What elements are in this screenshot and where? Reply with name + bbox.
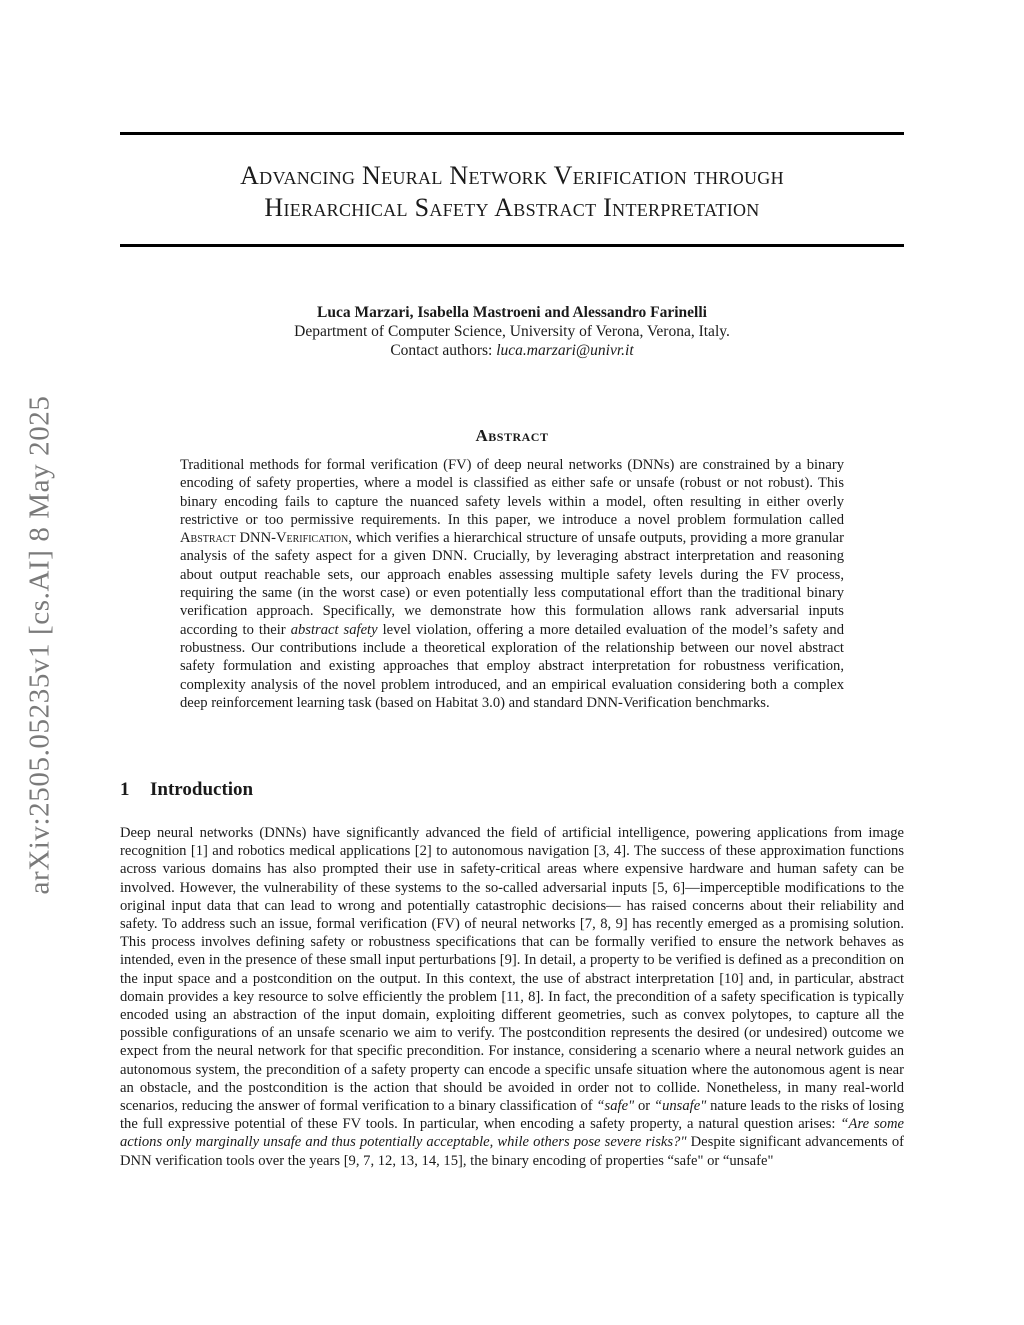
abstract-text-2: , which verifies a hierarchical structure of unsafe outputs, providing a more granular analysis of the safety aspect for a given DNN. Crucially, by leveraging abstract interpretation and reasoning about output reachable sets, our approach enables assessing multiple safety levels during the FV process, requiring the same (in the worst case) or even potentially less computational effort than the traditional binary verification approach. Specifically, we demonstrate how this formulation allows rank adversarial inputs according to their <box>180 530 844 638</box>
abstract-text-3: level violation, offering a more detailed evaluation of the model’s safety and robustness. Our contributions include a theoretical exploration of the relationship between our novel abstract safety formulation and existing approaches that employ abstract interpretation for robustness verification, complexity analysis of the novel problem introduced, and an empirical evaluation considering both a complex deep reinforcement learning task (based on Habitat 3.0) and standard DNN-Verification benchmarks. <box>180 621 844 711</box>
intro-unsafe-term: “unsafe" <box>653 1098 707 1115</box>
introduction-body <box>120 824 904 1170</box>
arxiv-side-label: arXiv:2505.05235v1 [cs.AI] 8 May 2025 <box>23 395 56 895</box>
intro-text-1: Deep neural networks (DNNs) have significantly advanced the field of artificial intelligence, powering applications from image recognition [1] and robotics medical applications [2] to autonomous navigation [3, 4]. The success of these approximation functions across various domains has also prompted their use in safety-critical areas where expensive hardware and human safety can be involved. However, the vulnerability of these systems to the so-called adversarial inputs [5, 6]—imperceptible modifications to the original input data that can lead to wrong and potentially catastrophic decisions— has raised concerns about their reliability and safety. To address such an issue, formal verification (FV) of neural networks [7, 8, 9] has recently emerged as a promising solution. This process involves defining safety or robustness specifications that can be formally verified to ensure the network behaves as intended, even in the presence of these small input perturbations [9]. In detail, a property to be verified is defined as a precondition on the input space and a postcondition on the output. In this context, the use of abstract interpretation [10] and, in particular, abstract domain provides a key resource to solve efficiently the problem [11, 8]. In fact, the precondition of a safety specification is typically encoded using an abstraction of the input domain, exploiting different geometries, such as convex polytopes, to capture all the possible configurations of an unsafe scenario we aim to verify. The postcondition represents the desired (or undesired) outcome we expect from the neural network for that specific precondition. For instance, considering a scenario where a neural network guides an autonomous system, the precondition of a safety property can encode a specific unsafe situation where the autonomous agent is near an obstacle, and the postcondition is the action that should be avoided in order not to collide. Nonetheless, in many real-world scenarios, reducing the answer of formal verification to a binary classification of <box>120 825 904 1115</box>
abstract-text-1: Traditional methods for formal verification (FV) of deep neural networks (DNNs) are constrained by a binary encoding of safety properties, where a model is classified as either safe or unsafe (robust or not robust). This binary encoding fails to capture the nuanced safety levels within a model, often resulting in either overly restrictive or too permissive requirements. In this paper, we introduce a novel problem formulation called <box>180 457 844 528</box>
contact-email-link[interactable]: luca.marzari@univr.it <box>496 342 634 359</box>
title-line-1: Advancing Neural Network Verification through <box>240 161 784 190</box>
intro-question: “Are some actions only marginally unsafe and thus potentially acceptable, while others pose severe risks?" <box>120 1116 904 1151</box>
author-block <box>120 303 904 360</box>
section-title: Introduction <box>150 779 254 800</box>
abstract-body <box>180 456 844 712</box>
author-affiliation: Department of Computer Science, University of Verona, Verona, Italy. <box>294 323 730 340</box>
intro-safe-term: “safe" <box>596 1098 635 1115</box>
title-rule-top <box>120 132 904 135</box>
title-line-2: Hierarchical Safety Abstract Interpretation <box>264 193 760 222</box>
abstract-term-italic: abstract safety <box>290 621 378 638</box>
intro-text-3: Despite significant advancements of DNN verification tools over the years [9, 7, 12, 13, 14, 15], the binary encoding of properties “safe" or “unsafe" <box>120 1134 905 1169</box>
author-contact <box>120 341 904 360</box>
intro-or: or <box>634 1098 654 1115</box>
title-rule-bottom <box>120 244 904 247</box>
abstract-term: Abstract DNN-Verification <box>180 530 349 547</box>
section-number: 1 <box>120 779 130 800</box>
paper-title <box>120 160 904 224</box>
section-heading-introduction <box>120 779 253 801</box>
abstract-heading: Abstract <box>475 426 549 445</box>
intro-text-2: nature leads to the risks of losing the full expressive potential of these FV tools. In particular, when encoding a safety property, a natural question arises: <box>120 1098 905 1133</box>
contact-label: Contact authors: <box>390 342 497 359</box>
author-names: Luca Marzari, Isabella Mastroeni and Alessandro Farinelli <box>317 304 707 321</box>
